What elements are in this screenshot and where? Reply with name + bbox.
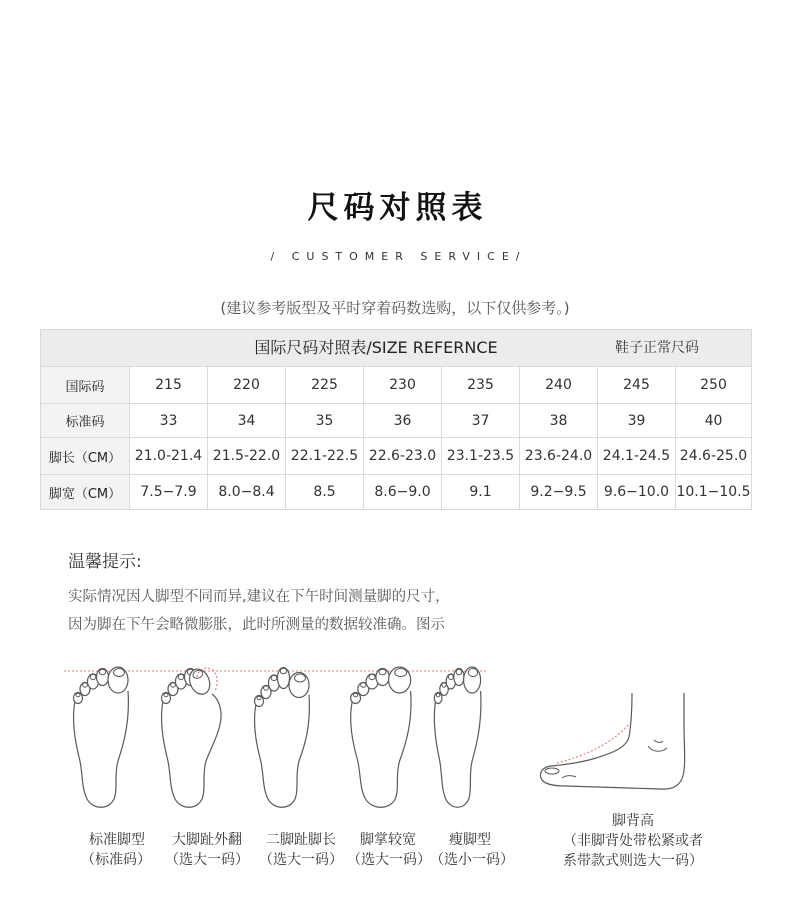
size-cell: 21.5-22.0 bbox=[208, 438, 286, 475]
size-cell: 250 bbox=[676, 367, 752, 404]
foot-type-name: 标准脚型 bbox=[89, 832, 145, 848]
narrow-foot-icon bbox=[434, 667, 481, 807]
table-row-foot-width bbox=[41, 475, 752, 510]
table-row-standard-size bbox=[41, 404, 752, 438]
instep-advice-line: 系带款式则选大一码） bbox=[563, 853, 703, 869]
big-toe bbox=[289, 673, 309, 698]
table-header bbox=[41, 330, 752, 367]
table-row-foot-length bbox=[41, 438, 752, 475]
size-cell: 22.1-22.5 bbox=[286, 438, 364, 475]
size-cell: 9.6−10.0 bbox=[598, 475, 676, 510]
foot-type-name: 瘦脚型 bbox=[449, 832, 491, 848]
tip-line: 因为脚在下午会略微膨胀，此时所测量的数据较准确。图示 bbox=[68, 617, 445, 633]
size-cell: 40 bbox=[676, 404, 752, 438]
size-cell: 8.0−8.4 bbox=[208, 475, 286, 510]
size-cell: 230 bbox=[364, 367, 442, 404]
size-cell: 220 bbox=[208, 367, 286, 404]
row-label: 国际码 bbox=[41, 367, 130, 404]
size-cell: 35 bbox=[286, 404, 364, 438]
size-cell: 36 bbox=[364, 404, 442, 438]
size-cell: 21.0-21.4 bbox=[130, 438, 208, 475]
row-label: 脚长（CM） bbox=[41, 438, 130, 475]
foot-type-advice: （选大一码） bbox=[165, 852, 249, 868]
foot-type-advice: （选大一码） bbox=[347, 852, 431, 868]
foot-types-illustration bbox=[50, 650, 500, 820]
foot-type-name: 二脚趾脚长 bbox=[266, 832, 336, 848]
size-cell: 23.1-23.5 bbox=[442, 438, 520, 475]
second-toe bbox=[278, 668, 290, 689]
size-cell: 37 bbox=[442, 404, 520, 438]
size-cell: 9.1 bbox=[442, 475, 520, 510]
table-row-international-size bbox=[41, 367, 752, 404]
row-label: 脚宽（CM） bbox=[41, 475, 130, 510]
tip-line: 实际情况因人脚型不同而异,建议在下午时间测量脚的尺寸， bbox=[68, 589, 450, 605]
size-cell: 38 bbox=[520, 404, 598, 438]
size-cell: 24.6-25.0 bbox=[676, 438, 752, 475]
foot-type-name: 大脚趾外翻 bbox=[172, 832, 242, 848]
size-cell: 240 bbox=[520, 367, 598, 404]
size-cell: 34 bbox=[208, 404, 286, 438]
wide-foot-icon bbox=[351, 667, 411, 807]
standard-foot-icon bbox=[74, 667, 129, 807]
size-cell: 8.5 bbox=[286, 475, 364, 510]
size-cell: 33 bbox=[130, 404, 208, 438]
sole-outline bbox=[255, 695, 310, 807]
foot-type-advice: （选小一码） bbox=[430, 852, 514, 868]
bunion-foot-icon bbox=[162, 666, 222, 807]
size-cell: 225 bbox=[286, 367, 364, 404]
size-table bbox=[40, 329, 752, 510]
size-cell: 24.1-24.5 bbox=[598, 438, 676, 475]
instep-name: 脚背高 bbox=[612, 813, 654, 829]
size-cell: 39 bbox=[598, 404, 676, 438]
page-title: 尺码对照表 bbox=[307, 190, 488, 226]
long-second-toe-foot-icon bbox=[255, 668, 310, 808]
tips-heading: 温馨提示: bbox=[68, 552, 142, 572]
row-label: 标准码 bbox=[41, 404, 130, 438]
size-cell: 7.5−7.9 bbox=[130, 475, 208, 510]
table-title: 国际尺码对照表/SIZE REFERNCE bbox=[254, 338, 498, 357]
table-side-title: 鞋子正常尺码 bbox=[615, 340, 699, 356]
size-cell: 215 bbox=[130, 367, 208, 404]
foot-type-name: 脚掌较宽 bbox=[360, 832, 416, 848]
size-cell: 9.2−9.5 bbox=[520, 475, 598, 510]
size-cell: 22.6-23.0 bbox=[364, 438, 442, 475]
size-cell: 23.6-24.0 bbox=[520, 438, 598, 475]
sole-outline bbox=[162, 694, 221, 807]
size-cell: 8.6−9.0 bbox=[364, 475, 442, 510]
size-cell: 235 bbox=[442, 367, 520, 404]
foot-type-advice: （标准码） bbox=[81, 852, 151, 868]
instep-advice-line: （非脚背处带松紧或者 bbox=[563, 833, 703, 849]
high-instep-foot-icon bbox=[530, 680, 695, 800]
foot-type-advice: （选大一码） bbox=[259, 852, 343, 868]
page-subtitle: / CUSTOMER SERVICE/ bbox=[270, 250, 527, 263]
size-cell: 245 bbox=[598, 367, 676, 404]
reference-note: (建议参考版型及平时穿着码数选购，以下仅供参考。) bbox=[220, 299, 570, 317]
size-cell: 10.1−10.5 bbox=[676, 475, 752, 510]
